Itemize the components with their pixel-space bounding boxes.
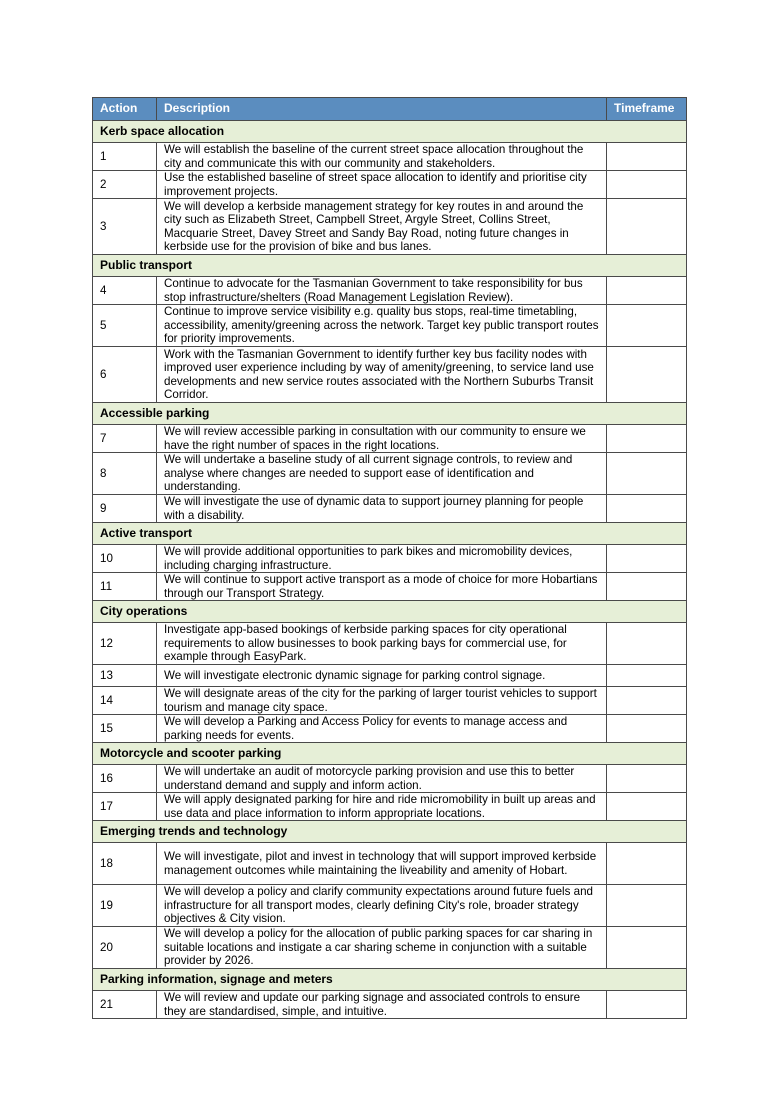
section-row [93,255,687,277]
action-timeframe [607,277,687,305]
action-timeframe [607,347,687,403]
table-row [93,665,687,687]
action-description: Use the established baseline of street space allocation to identify and prioritise city improvement projects. [157,171,607,199]
section-title: Emerging trends and technology [93,821,687,843]
action-number: 21 [93,991,157,1019]
section-row [93,121,687,143]
action-description: We will develop a Parking and Access Policy for events to manage access and parking needs for events. [157,715,607,743]
table-row [93,453,687,495]
section-row [93,743,687,765]
action-timeframe [607,687,687,715]
action-number: 11 [93,573,157,601]
header-description: Description [157,98,607,121]
table-body [93,121,687,1019]
action-description: We will review and update our parking signage and associated controls to ensure they are standardised, simple, and intuitive. [157,991,607,1019]
action-description: Continue to advocate for the Tasmanian Government to take responsibility for bus stop infrastructure/shelters (Road Management Legislation Review). [157,277,607,305]
action-plan-table [92,97,687,1019]
action-number: 19 [93,885,157,927]
action-timeframe [607,715,687,743]
section-row [93,403,687,425]
section-title: Kerb space allocation [93,121,687,143]
header-row [93,98,687,121]
table-row [93,545,687,573]
section-title: Accessible parking [93,403,687,425]
action-description: Work with the Tasmanian Government to identify further key bus facility nodes with improved user experience including by way of amenity/greening, to service land use developments and new service routes associated with the Northern Suburbs Transit Corridor. [157,347,607,403]
action-timeframe [607,885,687,927]
action-number: 6 [93,347,157,403]
table-row [93,171,687,199]
table-row [93,991,687,1019]
table-row [93,199,687,255]
table-row [93,927,687,969]
action-number: 5 [93,305,157,347]
action-number: 9 [93,495,157,523]
action-timeframe [607,305,687,347]
action-description: We will develop a policy and clarify community expectations around future fuels and infrastructure for all transport modes, clearly defining City's role, broader strategy objectives & City vision. [157,885,607,927]
table-header [93,98,687,121]
action-number: 18 [93,843,157,885]
action-description: Continue to improve service visibility e.g. quality bus stops, real-time timetabling, accessibility, amenity/greening across the network. Target key public transport routes for priority improvements. [157,305,607,347]
action-timeframe [607,171,687,199]
section-row [93,969,687,991]
action-timeframe [607,573,687,601]
action-number: 7 [93,425,157,453]
action-timeframe [607,765,687,793]
action-number: 17 [93,793,157,821]
action-number: 16 [93,765,157,793]
table-row [93,277,687,305]
action-timeframe [607,199,687,255]
section-title: City operations [93,601,687,623]
action-number: 2 [93,171,157,199]
action-number: 15 [93,715,157,743]
section-title: Public transport [93,255,687,277]
action-description: We will provide additional opportunities to park bikes and micromobility devices, including charging infrastructure. [157,545,607,573]
action-timeframe [607,623,687,665]
action-timeframe [607,843,687,885]
action-description: Investigate app-based bookings of kerbside parking spaces for city operational requirements to allow businesses to book parking bays for commercial use, for example through EasyPark. [157,623,607,665]
action-number: 13 [93,665,157,687]
section-title: Active transport [93,523,687,545]
header-action: Action [93,98,157,121]
action-timeframe [607,991,687,1019]
section-row [93,601,687,623]
action-number: 10 [93,545,157,573]
action-timeframe [607,495,687,523]
table-row [93,143,687,171]
section-row [93,821,687,843]
action-number: 14 [93,687,157,715]
action-description: We will develop a policy for the allocation of public parking spaces for car sharing in suitable locations and instigate a car sharing scheme in conjunction with a suitable provider by 2026. [157,927,607,969]
section-title: Parking information, signage and meters [93,969,687,991]
header-timeframe: Timeframe [607,98,687,121]
action-description: We will undertake a baseline study of all current signage controls, to review and analyse where changes are needed to support ease of identification and understanding. [157,453,607,495]
action-description: We will investigate, pilot and invest in technology that will support improved kerbside management outcomes while maintaining the liveability and amenity of Hobart. [157,843,607,885]
table-row [93,495,687,523]
table-row [93,885,687,927]
action-description: We will apply designated parking for hire and ride micromobility in built up areas and use data and place information to inform appropriate locations. [157,793,607,821]
table-row [93,715,687,743]
action-number: 1 [93,143,157,171]
action-timeframe [607,927,687,969]
action-description: We will undertake an audit of motorcycle parking provision and use this to better understand demand and supply and inform action. [157,765,607,793]
action-description: We will review accessible parking in consultation with our community to ensure we have the right number of spaces in the right locations. [157,425,607,453]
section-row [93,523,687,545]
action-number: 20 [93,927,157,969]
action-description: We will develop a kerbside management strategy for key routes in and around the city such as Elizabeth Street, Campbell Street, Argyle Street, Collins Street, Macquarie Street, Davey Street and Sandy Bay Road, noting future changes in kerbside use for the provision of bike and bus lanes. [157,199,607,255]
table-row [93,765,687,793]
action-number: 4 [93,277,157,305]
action-timeframe [607,143,687,171]
table-row [93,687,687,715]
action-description: We will designate areas of the city for the parking of larger tourist vehicles to support tourism and manage city space. [157,687,607,715]
action-description: We will establish the baseline of the current street space allocation throughout the city and communicate this with our community and stakeholders. [157,143,607,171]
action-number: 8 [93,453,157,495]
action-description: We will investigate electronic dynamic signage for parking control signage. [157,665,607,687]
table-row [93,623,687,665]
action-timeframe [607,545,687,573]
table-row [93,425,687,453]
action-timeframe [607,453,687,495]
action-number: 12 [93,623,157,665]
section-title: Motorcycle and scooter parking [93,743,687,765]
table-row [93,843,687,885]
action-description: We will investigate the use of dynamic data to support journey planning for people with a disability. [157,495,607,523]
table-row [93,305,687,347]
action-timeframe [607,425,687,453]
action-timeframe [607,793,687,821]
table-row [93,793,687,821]
action-timeframe [607,665,687,687]
action-number: 3 [93,199,157,255]
table-row [93,573,687,601]
table-row [93,347,687,403]
action-description: We will continue to support active transport as a mode of choice for more Hobartians through our Transport Strategy. [157,573,607,601]
